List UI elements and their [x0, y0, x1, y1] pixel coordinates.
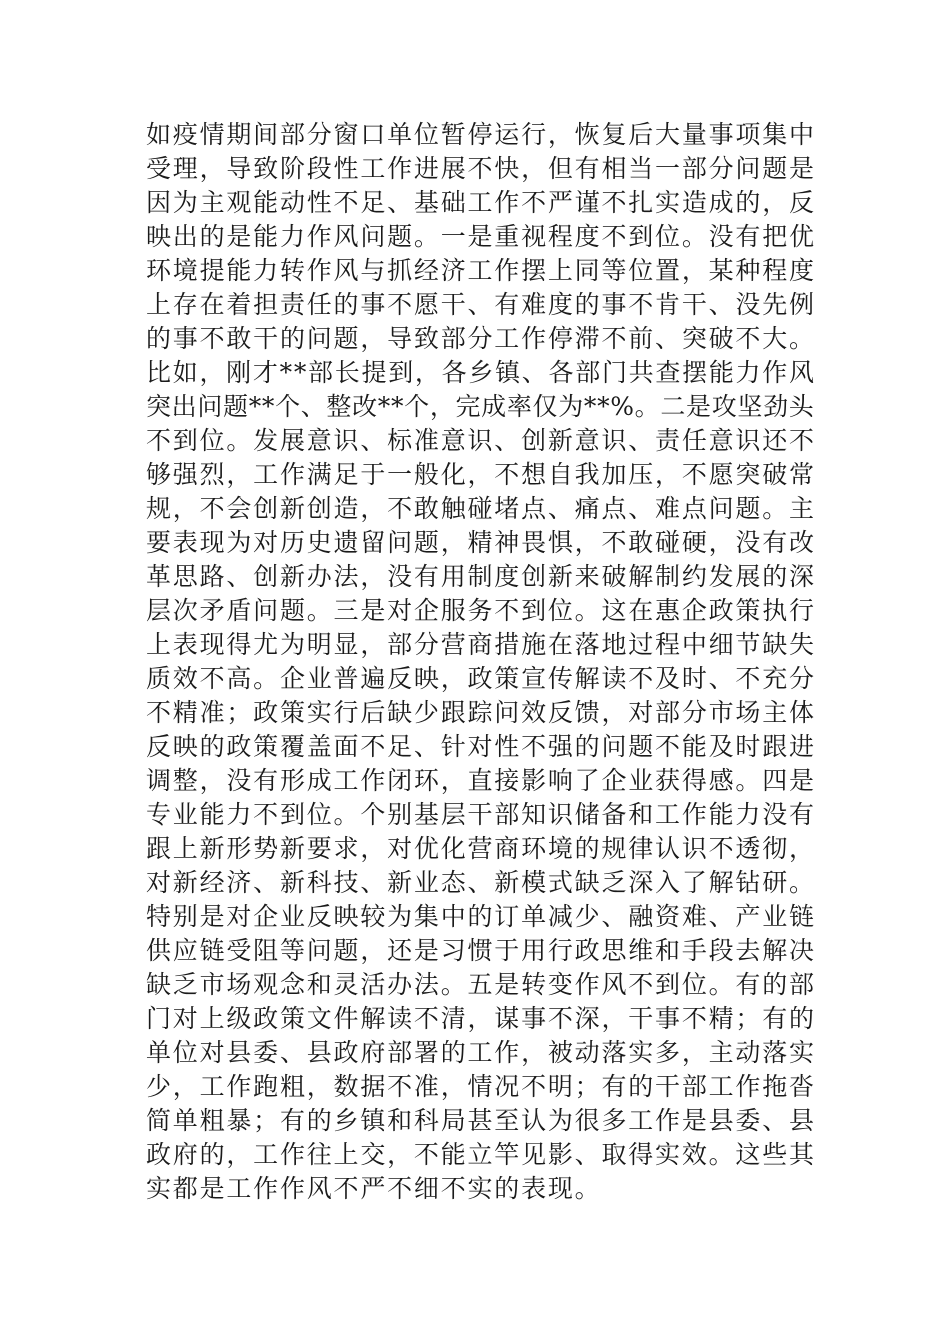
- text-line-10: 不到位。发展意识、标准意识、创新意识、责任意识还不: [146, 426, 816, 455]
- text-line-27: 门对上级政策文件解读不清，谋事不深，干事不精；有的: [146, 1004, 816, 1033]
- text-line-8: 比如，刚才**部长提到，各乡镇、各部门共查摆能力作风: [146, 358, 816, 387]
- text-line-31: 政府的，工作往上交，不能立竿见影、取得实效。这些其: [146, 1140, 816, 1169]
- body-paragraph: [146, 118, 814, 1206]
- text-line-9: 突出问题**个、整改**个，完成率仅为**%。二是攻坚劲头: [146, 392, 815, 421]
- text-line-7: 的事不敢干的问题，导致部分工作停滞不前、突破不大。: [146, 324, 816, 353]
- text-line-26: 缺乏市场观念和灵活办法。五是转变作风不到位。有的部: [146, 970, 816, 999]
- text-line-23: 对新经济、新科技、新业态、新模式缺乏深入了解钻研。: [146, 868, 816, 897]
- text-line-11: 够强烈，工作满足于一般化，不想自我加压，不愿突破常: [146, 460, 816, 489]
- text-line-22: 跟上新形势新要求，对优化营商环境的规律认识不透彻，: [146, 834, 816, 863]
- text-line-1: 如疫情期间部分窗口单位暂停运行，恢复后大量事项集中: [146, 120, 816, 149]
- text-line-29: 少，工作跑粗，数据不准，情况不明；有的干部工作拖沓: [146, 1072, 816, 1101]
- text-line-18: 不精准；政策实行后缺少跟踪问效反馈，对部分市场主体: [146, 698, 816, 727]
- text-line-3: 因为主观能动性不足、基础工作不严谨不扎实造成的，反: [146, 188, 816, 217]
- text-line-14: 革思路、创新办法，没有用制度创新来破解制约发展的深: [146, 562, 816, 591]
- text-line-19: 反映的政策覆盖面不足、针对性不强的问题不能及时跟进: [146, 732, 816, 761]
- text-line-15: 层次矛盾问题。三是对企服务不到位。这在惠企政策执行: [146, 596, 816, 625]
- text-line-12: 规，不会创新创造，不敢触碰堵点、痛点、难点问题。主: [146, 494, 816, 523]
- text-line-4: 映出的是能力作风问题。一是重视程度不到位。没有把优: [146, 222, 816, 251]
- text-line-28: 单位对县委、县政府部署的工作，被动落实多，主动落实: [146, 1038, 816, 1067]
- text-line-6: 上存在着担责任的事不愿干、有难度的事不肯干、没先例: [146, 290, 816, 319]
- text-line-21: 专业能力不到位。个别基层干部知识储备和工作能力没有: [146, 800, 816, 829]
- text-line-13: 要表现为对历史遗留问题，精神畏惧，不敢碰硬，没有改: [146, 528, 816, 557]
- text-line-17: 质效不高。企业普遍反映，政策宣传解读不及时、不充分: [146, 664, 816, 693]
- text-line-5: 环境提能力转作风与抓经济工作摆上同等位置，某种程度: [146, 256, 816, 285]
- text-line-25: 供应链受阻等问题，还是习惯于用行政思维和手段去解决: [146, 936, 816, 965]
- text-line-20: 调整，没有形成工作闭环，直接影响了企业获得感。四是: [146, 766, 816, 795]
- text-line-2: 受理，导致阶段性工作进展不快，但有相当一部分问题是: [146, 154, 816, 183]
- text-line-16: 上表现得尤为明显，部分营商措施在落地过程中细节缺失: [146, 630, 816, 659]
- text-line-30: 简单粗暴；有的乡镇和科局甚至认为很多工作是县委、县: [146, 1106, 816, 1135]
- text-line-32: 实都是工作作风不严不细不实的表现。: [146, 1174, 602, 1203]
- text-line-24: 特别是对企业反映较为集中的订单减少、融资难、产业链: [146, 902, 816, 931]
